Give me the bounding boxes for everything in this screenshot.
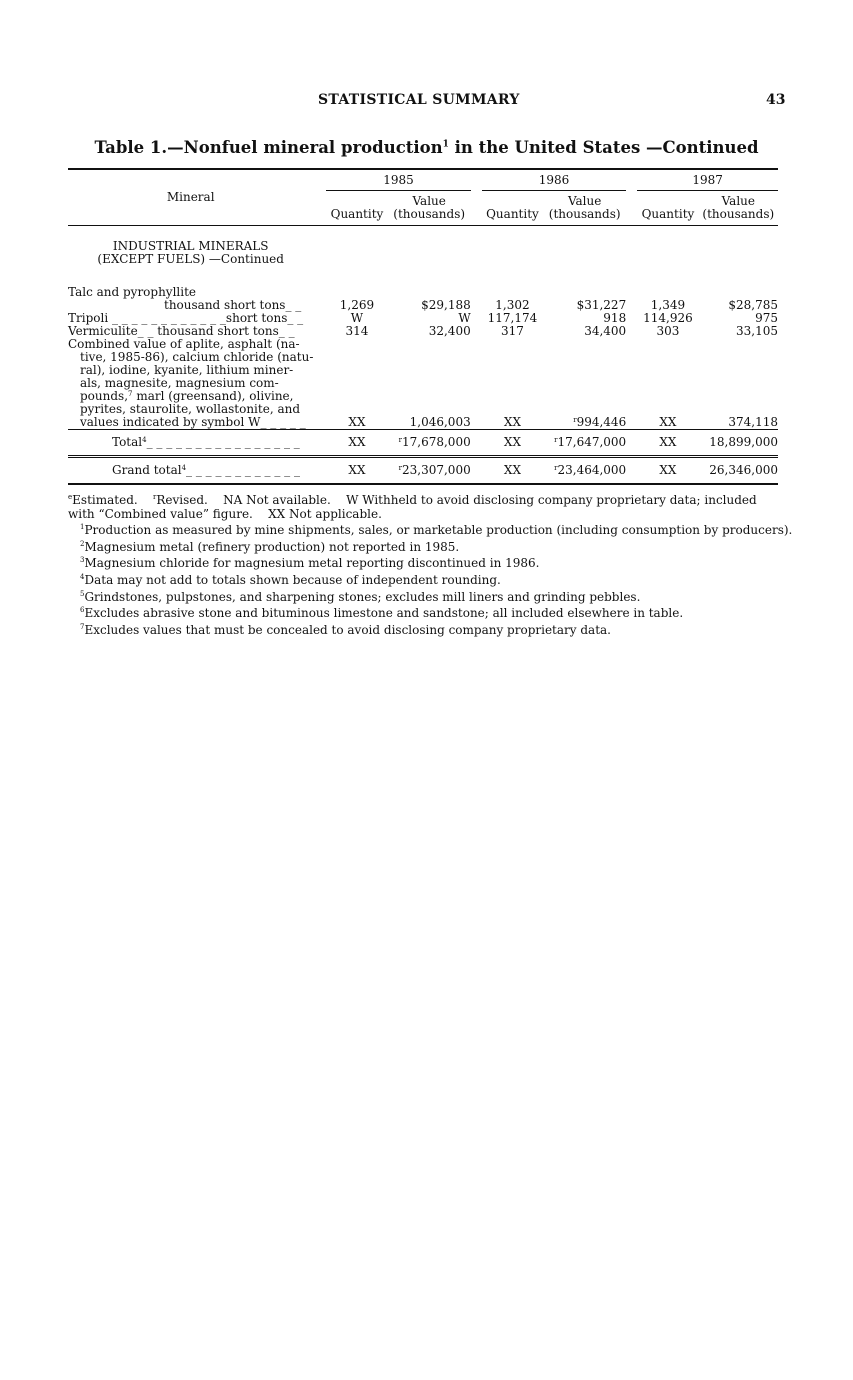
table-title — [0, 138, 853, 157]
cell-value-1986: $31,227 — [576, 298, 627, 312]
cell-value-1986: 918 — [603, 311, 627, 325]
cell-value-1986: $^r$994,446 — [573, 415, 627, 429]
cell-value-1985: $29,188 — [421, 298, 471, 312]
cell-quantity-1987: XX — [659, 415, 677, 429]
running-title: STATISTICAL SUMMARY — [318, 92, 520, 108]
page-number: 43 — [766, 92, 786, 108]
cell-quantity-1986: XX — [503, 415, 521, 429]
mineral-header: Mineral — [68, 169, 313, 226]
footnotes — [68, 491, 793, 637]
footnote-6: $^6$Excludes abrasive stone and bituminous limestone and sandstone; all included elsewhere in table. — [80, 606, 684, 621]
cell-value-1985: $^r$17,678,000 — [388, 430, 471, 457]
cell-value-1985: $^r$23,307,000 — [388, 457, 471, 485]
table-row-combined — [68, 338, 778, 430]
cell-quantity-1986: XX — [482, 457, 543, 485]
header-year-row — [68, 169, 778, 191]
cell-quantity-1986: 317 — [501, 324, 524, 338]
cell-quantity-1987: 114,926 — [643, 311, 693, 325]
cell-value-1985: 1,046,003 — [409, 415, 471, 429]
row-label-grand-total: Grand total$^4$_ _ _ _ _ _ _ _ _ _ _ _ — [68, 457, 313, 485]
cell-value-1987: 26,346,000 — [699, 457, 778, 485]
cell-value-1986: 34,400 — [584, 324, 627, 338]
cell-value-1985: 32,400 — [428, 324, 471, 338]
cell-value-1987: 975 — [755, 311, 778, 325]
row-label-unit: thousand short tons_ _ — [164, 298, 302, 312]
footnote-2: $^2$Magnesium metal (refinery production) not reported in 1985. — [80, 539, 460, 554]
cell-quantity-1987: 1,349 — [650, 298, 686, 312]
production-table — [68, 168, 778, 485]
quantity-header-1985: Quantity — [326, 191, 387, 226]
cell-quantity-1986: 117,174 — [487, 311, 538, 325]
cell-quantity-1985: 1,269 — [339, 298, 375, 312]
cell-value-1987: 33,105 — [736, 324, 778, 338]
cell-quantity-1987: XX — [637, 430, 698, 457]
cell-value-1987: $28,785 — [728, 298, 778, 312]
quantity-header-1986: Quantity — [482, 191, 543, 226]
cell-quantity-1985: XX — [326, 457, 387, 485]
table-title-suffix: in the United States —Continued — [448, 138, 759, 157]
section-heading-row — [68, 226, 778, 287]
footnote-5: $^5$Grindstones, pulpstones, and sharpening stones; excludes mill liners and grinding pebbles. — [80, 589, 641, 604]
year-1987-header: 1987 — [637, 169, 778, 191]
cell-value-1987: 18,899,000 — [699, 430, 778, 457]
cell-quantity-1985: XX — [348, 415, 366, 429]
year-1985-header: 1985 — [326, 169, 470, 191]
row-label: Talc and pyrophyllite — [68, 285, 197, 299]
cell-quantity-1987: XX — [637, 457, 698, 485]
cell-value-1985: W — [458, 311, 471, 325]
footnote-3: $^3$Magnesium chloride for magnesium metal reporting discontinued in 1986. — [80, 556, 540, 571]
row-label-total: Total$^4$_ _ _ _ _ _ _ _ _ _ _ _ _ _ _ _ — [68, 430, 313, 457]
cell-quantity-1985: 314 — [345, 324, 369, 338]
running-head — [0, 92, 853, 112]
table-row-total — [68, 430, 778, 457]
footnote-1: $^1$Production as measured by mine shipments, sales, or marketable production (including consumption by producers). — [80, 523, 793, 538]
cell-value-1986: $^r$17,647,000 — [543, 430, 626, 457]
footnote-7: $^7$Excludes values that must be concealed to avoid disclosing company proprietary data. — [80, 622, 611, 637]
year-1986-header: 1986 — [482, 169, 626, 191]
cell-quantity-1987: 303 — [656, 324, 680, 338]
cell-value-1986: $^r$23,464,000 — [543, 457, 626, 485]
cell-value-1987: 374,118 — [728, 415, 778, 429]
cell-quantity-1986: 1,302 — [495, 298, 530, 312]
cell-quantity-1986: XX — [482, 430, 543, 457]
table-title-footnote-mark: 1 — [442, 139, 449, 150]
cell-quantity-1985: W — [350, 311, 364, 325]
cell-quantity-1985: XX — [326, 430, 387, 457]
row-label: Vermiculite_ _ thousand short tons_ _ — [68, 324, 295, 338]
value-header-1985: Value (thousands) — [388, 191, 471, 226]
section-heading: INDUSTRIAL MINERALS (EXCEPT FUELS) —Continued — [97, 239, 284, 266]
footnote-legend: $^e$Estimated. $^r$Revised. NA Not available. W Withheld to avoid disclosing company proprietary data; included with “Combined value” figure. XX Not applicable. — [68, 493, 757, 521]
value-header-1986: Value (thousands) — [543, 191, 626, 226]
row-label-combined: Combined value of aplite, asphalt (na- tive, 1985-86), calcium chloride (natu- ral), iodine, kyanite, lithium miner- als, magnesite, magnesium com- pounds,$^7$ marl (greensand), olivine, pyrites, staurolite, wollastonite, and values indicated by symbol W_ _ _ _ _ — [68, 337, 314, 429]
quantity-header-1987: Quantity — [637, 191, 698, 226]
value-header-1987: Value (thousands) — [699, 191, 778, 226]
footnote-4: $^4$Data may not add to totals shown because of independent rounding. — [80, 572, 501, 587]
table-row-grand-total — [68, 457, 778, 485]
table-title-prefix: Table 1.—Nonfuel mineral production — [94, 138, 443, 157]
row-label: Tripoli _ _ _ _ _ _ _ _ _ _ _ _short tons_ _ — [68, 311, 304, 325]
